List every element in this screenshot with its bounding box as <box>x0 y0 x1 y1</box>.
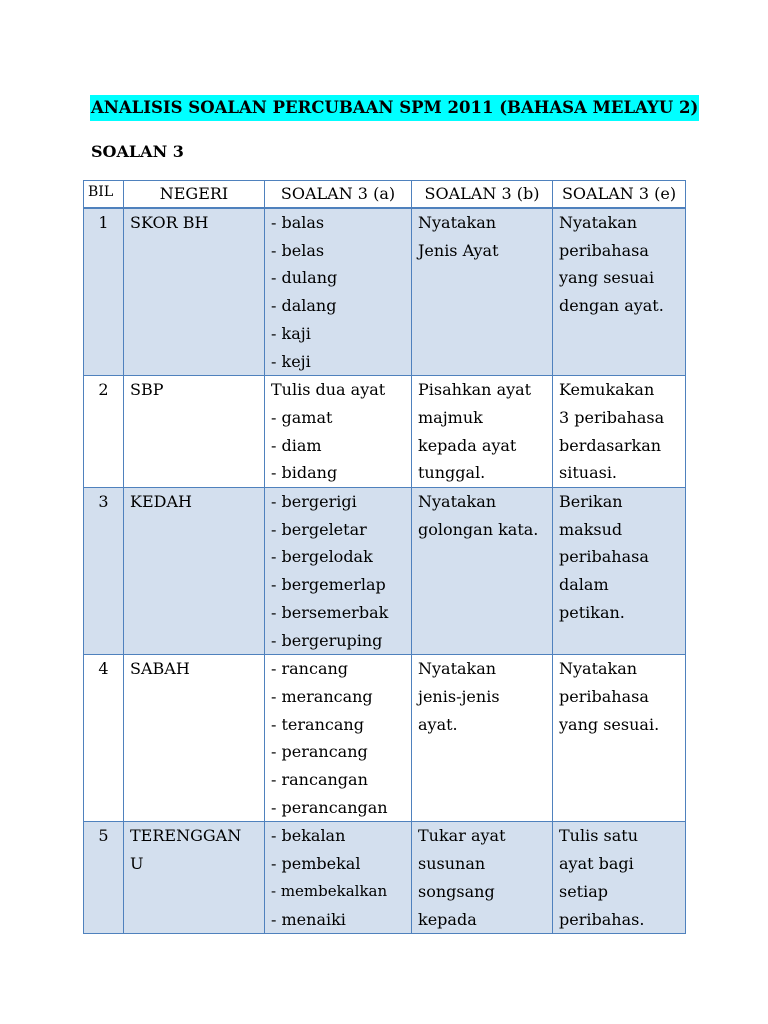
cell-soalan-3e <box>553 655 686 822</box>
text-line: dalam <box>559 575 609 595</box>
table-row <box>84 655 686 822</box>
text-line: dengan ayat. <box>559 296 664 316</box>
list-item: - dalang <box>271 296 337 316</box>
list-item: - belas <box>271 240 325 260</box>
cell-bil: 1 <box>84 208 124 376</box>
text-line: Nyatakan <box>418 659 497 679</box>
table-row <box>84 822 686 934</box>
cell-soalan-3e <box>553 208 686 376</box>
cell-negeri: SKOR BH <box>124 208 265 376</box>
header-bil: BIL <box>84 181 124 209</box>
list-item: - bergeletar <box>271 519 367 539</box>
cell-soalan-3e <box>553 376 686 488</box>
header-soalan-3a: SOALAN 3 (a) <box>265 181 412 209</box>
header-soalan-3e: SOALAN 3 (e) <box>553 181 686 209</box>
text-line: Tulis satu <box>559 826 638 846</box>
list-item: - bergerigi <box>271 492 357 512</box>
text-line: Jenis Ayat <box>418 240 499 260</box>
text-line: berdasarkan <box>559 435 662 455</box>
cell-soalan-3b <box>412 376 553 488</box>
table-row <box>84 488 686 655</box>
cell-bil: 3 <box>84 488 124 655</box>
list-item: - bergelodak <box>271 547 373 567</box>
text-line: peribahasa <box>559 547 649 567</box>
text-line: kepada <box>418 909 477 929</box>
list-item: - rancang <box>271 659 349 679</box>
cell-negeri: SBP <box>124 376 265 488</box>
cell-bil: 4 <box>84 655 124 822</box>
text-line: Kemukakan <box>559 380 655 400</box>
cell-soalan-3b <box>412 822 553 934</box>
text-line: 3 peribahasa <box>559 407 665 427</box>
text-line: situasi. <box>559 463 618 483</box>
list-item: - diam <box>271 435 322 455</box>
text-line: majmuk <box>418 407 483 427</box>
list-item: - dulang <box>271 268 338 288</box>
cell-soalan-3e <box>553 822 686 934</box>
text-line: tunggal. <box>418 463 486 483</box>
list-item: - menaiki <box>271 909 346 929</box>
cell-soalan-3a <box>265 822 412 934</box>
analysis-table <box>83 180 686 934</box>
list-item: Tulis dua ayat <box>271 380 386 400</box>
cell-negeri <box>124 822 265 934</box>
list-item: - perancang <box>271 742 368 762</box>
table-row <box>84 376 686 488</box>
text-line: peribahasa <box>559 240 649 260</box>
text-line: songsang <box>418 881 495 901</box>
list-item: - membekalkan <box>271 881 388 900</box>
text-line: ayat bagi <box>559 854 634 874</box>
table-header-row <box>84 181 686 209</box>
text-line: peribahasa <box>559 686 649 706</box>
list-item: - bidang <box>271 463 338 483</box>
text-line: Berikan <box>559 492 623 512</box>
list-item: - bekalan <box>271 826 346 846</box>
text-line: yang sesuai. <box>559 714 660 734</box>
list-item: - kaji <box>271 323 311 343</box>
list-item: - merancang <box>271 686 373 706</box>
cell-soalan-3b <box>412 208 553 376</box>
list-item: - bergeruping <box>271 630 383 650</box>
cell-soalan-3a <box>265 655 412 822</box>
text-line: ayat. <box>418 714 458 734</box>
cell-negeri: SABAH <box>124 655 265 822</box>
cell-soalan-3b <box>412 655 553 822</box>
text-line: golongan kata. <box>418 519 539 539</box>
cell-bil: 2 <box>84 376 124 488</box>
cell-soalan-3a <box>265 208 412 376</box>
list-item: - balas <box>271 213 325 232</box>
list-item: - bersemerbak <box>271 602 389 622</box>
text-line: Tukar ayat <box>418 826 506 846</box>
cell-soalan-3e <box>553 488 686 655</box>
text-line: kepada ayat <box>418 435 517 455</box>
header-soalan-3b: SOALAN 3 (b) <box>412 181 553 209</box>
text-line: susunan <box>418 854 486 874</box>
list-item: - keji <box>271 351 311 371</box>
text-line: U <box>130 854 144 874</box>
text-line: peribahas. <box>559 909 645 929</box>
list-item: - bergemerlap <box>271 575 386 595</box>
list-item: - rancangan <box>271 770 368 790</box>
cell-soalan-3b <box>412 488 553 655</box>
list-item: - terancang <box>271 714 364 734</box>
text-line: Nyatakan <box>559 213 638 232</box>
cell-soalan-3a <box>265 376 412 488</box>
text-line: Pisahkan ayat <box>418 380 532 400</box>
header-negeri: NEGERI <box>124 181 265 209</box>
text-line: Nyatakan <box>418 213 497 232</box>
text-line: jenis-jenis <box>418 686 500 706</box>
list-item: - gamat <box>271 407 333 427</box>
text-line: TERENGGAN <box>130 826 242 846</box>
list-item: - perancangan <box>271 797 388 817</box>
list-item: - pembekal <box>271 854 361 874</box>
text-line: setiap <box>559 881 609 901</box>
section-heading: SOALAN 3 <box>91 142 184 161</box>
cell-bil: 5 <box>84 822 124 934</box>
cell-negeri: KEDAH <box>124 488 265 655</box>
text-line: yang sesuai <box>559 268 655 288</box>
document-title: ANALISIS SOALAN PERCUBAAN SPM 2011 (BAHASA MELAYU 2) <box>90 95 699 121</box>
text-line: petikan. <box>559 602 625 622</box>
text-line: maksud <box>559 519 623 539</box>
cell-soalan-3a <box>265 488 412 655</box>
text-line: Nyatakan <box>559 659 638 679</box>
table-row <box>84 208 686 376</box>
text-line: Nyatakan <box>418 492 497 512</box>
